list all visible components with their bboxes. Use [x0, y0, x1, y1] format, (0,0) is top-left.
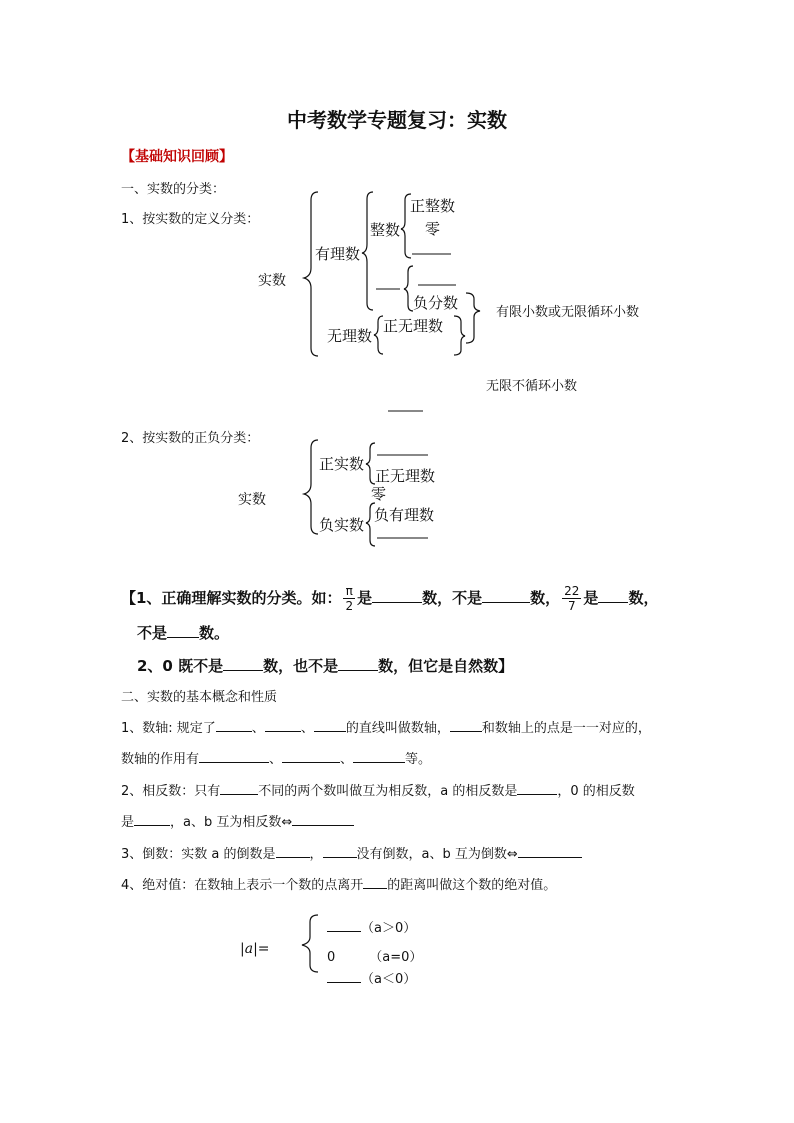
- item2-b: 不同的两个数叫做互为相反数，a 的相反数是: [258, 784, 518, 799]
- tree1-finite-decimal: 有限小数或无限循环小数: [496, 305, 640, 320]
- tip-line3-a: 2、0 既不是: [137, 657, 224, 675]
- blank[interactable]: [518, 843, 582, 858]
- item1-line2: [121, 748, 431, 767]
- item1-sep: 、: [340, 752, 354, 767]
- item4-a: 4、绝对值：在数轴上表示一个数的点离开: [121, 878, 364, 893]
- item2-line2: [121, 811, 354, 830]
- case-zero-value: 0: [327, 950, 336, 965]
- section-heading-review: 【基础知识回顾】: [121, 149, 233, 165]
- tip-num-word2: 数，: [628, 589, 659, 607]
- item2-c: ，0 的相反数: [557, 784, 635, 799]
- tree1-infinite-decimal: 无限不循环小数: [486, 379, 578, 394]
- fraction-denominator: 2: [345, 599, 354, 613]
- fraction-22-over-7: [562, 584, 581, 613]
- item1-d: 和数轴上的点是一一对应的，: [481, 721, 651, 736]
- case-positive-condition: （a＞0）: [361, 921, 417, 936]
- tree1-negative-fraction: 负分数: [413, 294, 459, 312]
- page-title: 中考数学专题复习：实数: [287, 108, 507, 132]
- classification-by-definition-label: 1、按实数的定义分类：: [121, 212, 260, 227]
- tip-line-1: [121, 584, 658, 613]
- item2-d: 是: [121, 815, 135, 830]
- fraction-numerator: π: [343, 584, 355, 599]
- blank[interactable]: [517, 780, 557, 795]
- brace-abs-value: [302, 915, 318, 972]
- case-negative-condition: （a＜0）: [361, 972, 417, 987]
- item2-a: 2、相反数：只有: [121, 784, 221, 799]
- brace-positive: [366, 443, 375, 484]
- tree2-positive-real: 正实数: [319, 455, 365, 473]
- blank[interactable]: [220, 780, 258, 795]
- item1-f: 等。: [405, 752, 432, 767]
- tip-is: 是: [357, 589, 373, 607]
- tip-num-word: 数，不是: [422, 589, 483, 607]
- fraction-pi-over-2: [343, 584, 355, 613]
- item1-e: 数轴的作用有: [121, 752, 200, 767]
- item3-a: 3、倒数：实数 a 的倒数是: [121, 847, 276, 862]
- brace-real-number-sign: [304, 440, 318, 534]
- tip-line3-c: 数，但它是自然数】: [378, 657, 514, 675]
- case-zero-condition: （a=0）: [369, 950, 423, 965]
- tree1-irrational: 无理数: [327, 327, 373, 345]
- item1-sep: 、: [269, 752, 283, 767]
- item4-line: [121, 874, 556, 893]
- blank[interactable]: [598, 588, 628, 603]
- brace-right-outer: [466, 293, 480, 343]
- blank[interactable]: [223, 656, 263, 671]
- abs-case-negative: [327, 968, 416, 987]
- part1-heading: 一、实数的分类：: [121, 182, 226, 197]
- blank[interactable]: [372, 588, 422, 603]
- tip-line-2: [137, 622, 229, 643]
- fraction-denominator: 7: [567, 599, 576, 613]
- item3-c: 没有倒数，a、b 互为倒数⇔: [356, 847, 518, 862]
- tree1-positive-integer: 正整数: [410, 197, 456, 215]
- blank[interactable]: [323, 843, 357, 858]
- tip-line2-start: 不是: [137, 624, 168, 642]
- tip-line2-end: 数。: [199, 624, 230, 642]
- brace-irrational: [374, 316, 383, 354]
- tree1-zero: 零: [425, 220, 441, 238]
- blank[interactable]: [327, 968, 361, 983]
- brace-fraction: [404, 266, 413, 311]
- tree2-zero: 零: [371, 485, 387, 503]
- tip-line1-prefix: 【1、正确理解实数的分类。如：: [121, 589, 342, 607]
- abs-case-positive: [327, 917, 416, 936]
- blank[interactable]: [282, 748, 340, 763]
- tree1-integer: 整数: [370, 221, 401, 239]
- blank[interactable]: [327, 917, 361, 932]
- classification-by-sign-label: 2、按实数的正负分类：: [121, 431, 260, 446]
- fraction-numerator: 22: [564, 584, 580, 598]
- blank[interactable]: [482, 588, 530, 603]
- item1-sep: 、: [300, 721, 314, 736]
- tree1-positive-irrational: 正无理数: [383, 317, 444, 335]
- tree1-rational: 有理数: [315, 245, 361, 263]
- abs-case-zero: [327, 946, 422, 965]
- blank[interactable]: [292, 811, 354, 826]
- item1-a: 1、数轴: 规定了: [121, 721, 216, 736]
- tree2-negative-real: 负实数: [319, 516, 365, 534]
- tip-line3-b: 数，也不是: [263, 657, 339, 675]
- brace-real-number: [304, 192, 318, 356]
- blank[interactable]: [353, 748, 405, 763]
- item1-c: 的直线叫做数轴，: [345, 721, 450, 736]
- blank[interactable]: [276, 843, 310, 858]
- tree2-positive-irrational: 正无理数: [375, 467, 436, 485]
- item3-line: [121, 843, 582, 862]
- item1-sep: 、: [251, 721, 265, 736]
- brace-right-inner: [454, 316, 465, 355]
- tree2-real-number: 实数: [238, 492, 266, 508]
- item2-e: ，a、b 互为相反数⇔: [170, 815, 293, 830]
- abs-value-label: |a|=: [240, 941, 270, 957]
- item2-line1: [121, 780, 635, 799]
- part2-heading: 二、实数的基本概念和性质: [121, 690, 278, 705]
- tip-num-word2: 数，: [530, 589, 561, 607]
- tip-line-3: [137, 655, 513, 676]
- tree1-real-number: 实数: [258, 273, 286, 289]
- tree2-negative-rational: 负有理数: [374, 506, 435, 524]
- blank[interactable]: [363, 874, 387, 889]
- blank[interactable]: [167, 623, 199, 638]
- blank[interactable]: [216, 717, 252, 732]
- item4-b: 的距离叫做这个数的绝对值。: [387, 878, 557, 893]
- tip-is: 是: [583, 589, 599, 607]
- blank[interactable]: [450, 717, 482, 732]
- brace-rational: [362, 192, 373, 310]
- blank[interactable]: [199, 748, 269, 763]
- blank[interactable]: [134, 811, 170, 826]
- blank[interactable]: [338, 656, 378, 671]
- item3-b: ，: [309, 847, 323, 862]
- blank[interactable]: [265, 717, 301, 732]
- blank[interactable]: [314, 717, 346, 732]
- item1-line1: [121, 717, 651, 736]
